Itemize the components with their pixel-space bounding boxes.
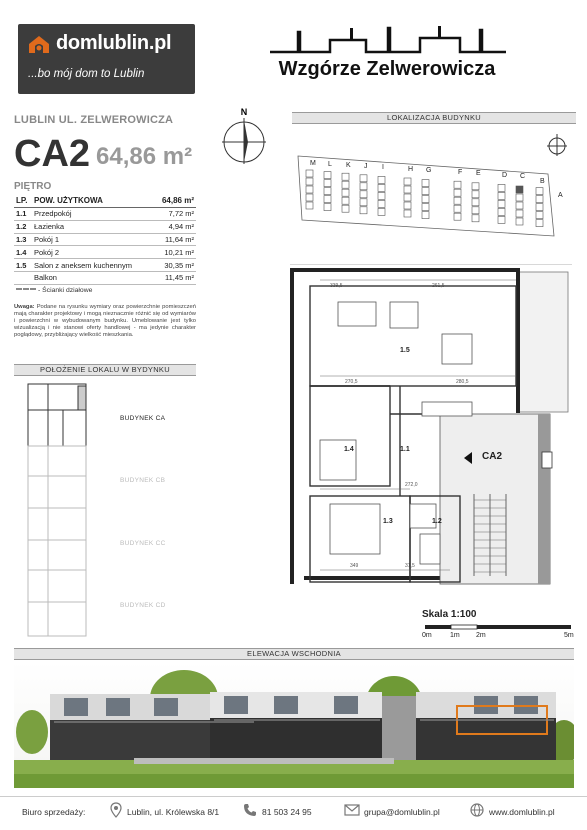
building-label-cb: BUDYNEK CB	[120, 477, 166, 484]
partition-wall-swatch	[16, 288, 36, 290]
plan-dim: 272,0	[405, 482, 418, 488]
footer-web[interactable]: www.domlublin.pl	[489, 807, 555, 817]
street-address: LUBLIN UL. ZELWEROWICZA	[14, 114, 174, 126]
elevation-rendering	[14, 662, 574, 788]
site-unit-block	[378, 192, 385, 199]
site-letter: A	[558, 192, 563, 199]
site-unit-block	[472, 191, 479, 198]
floor-label: PIĘTRO	[14, 181, 52, 192]
section-elevation-title: ELEWACJA WSCHODNIA	[14, 648, 574, 660]
note-label: Uwaga:	[14, 304, 35, 310]
site-letter: E	[476, 170, 481, 177]
site-unit-block	[360, 191, 367, 198]
legend-text: - Ścianki działowe	[38, 287, 93, 294]
room-area: 11,64 m²	[153, 233, 196, 246]
note-text: Podane na rysunku wymiary oraz powierzchnie pomieszczeń mają charakter projektowy i mogą nieznacznie różnić się od wymiarów i powierzchni w wybudowanym budynku. Umeblowanie jest tylko wizualizacją i nie stanowi oferty handlowej - ma jedynie charakter poglądowy, przybliżający wielkość mieszkania.	[14, 304, 196, 338]
unit-code: CA2	[14, 133, 91, 175]
site-unit-block	[324, 196, 331, 203]
room-no	[14, 271, 32, 284]
plan-unit-tag: CA2	[482, 451, 503, 462]
room-name: Łazienka	[32, 220, 153, 233]
plan-dim: 270,5	[345, 379, 358, 385]
rooms-table	[14, 194, 196, 285]
site-unit-block	[378, 200, 385, 207]
site-letter: B	[540, 178, 545, 185]
house-logo-icon	[27, 34, 51, 54]
site-letter: M	[310, 160, 316, 167]
table-row	[14, 271, 196, 284]
site-unit-block	[378, 176, 385, 183]
plan-dim: 280,5	[456, 379, 469, 385]
scale-label: Skala 1:100	[422, 609, 477, 620]
header-name: POW. UŻYTKOWA	[32, 194, 153, 208]
site-letter: D	[502, 172, 508, 179]
footer-phone[interactable]: 81 503 24 95	[262, 807, 312, 817]
building-position-diagram	[18, 380, 98, 640]
scale-tick: 2m	[476, 632, 486, 639]
site-letter: F	[458, 169, 463, 176]
site-unit-block	[454, 205, 461, 212]
site-letter: L	[328, 161, 332, 168]
site-unit-block	[422, 180, 429, 187]
site-unit-block	[342, 181, 349, 188]
plan-room-label: 1.4	[344, 446, 354, 453]
svg-text:N: N	[240, 107, 248, 117]
plan-room-label: 1.1	[400, 446, 410, 453]
room-name: Przedpokój	[32, 208, 153, 221]
footer-office-label: Biuro sprzedaży:	[22, 807, 86, 817]
room-area: 10,21 m²	[153, 246, 196, 259]
footer-email[interactable]: grupa@domlublin.pl	[364, 807, 440, 817]
site-unit-block	[306, 194, 313, 201]
site-unit-block	[498, 208, 505, 215]
location-pin-icon	[110, 802, 122, 818]
rooms-table-header	[14, 194, 196, 208]
room-name: Pokój 2	[32, 246, 153, 259]
room-no: 1.4	[14, 246, 32, 259]
site-unit-block	[454, 181, 461, 188]
header-no: LP.	[14, 194, 32, 208]
email-icon	[344, 804, 360, 816]
plan-room-label: 1.2	[432, 518, 442, 525]
site-unit-block	[516, 210, 523, 217]
plan-dim: 339,5	[330, 283, 343, 289]
site-unit-block	[360, 175, 367, 182]
table-row	[14, 220, 196, 233]
site-unit-block	[454, 213, 461, 220]
scale-tick: 1m	[450, 632, 460, 639]
site-unit-block	[404, 202, 411, 209]
building-label-cc: BUDYNEK CC	[120, 540, 166, 547]
plan-room-label: 1.3	[383, 518, 393, 525]
site-unit-block	[404, 194, 411, 201]
plan-dim: 31,5	[405, 563, 415, 569]
plan-room-label: 1.5	[400, 347, 410, 354]
globe-icon	[470, 803, 484, 817]
header-area: 64,86 m²	[153, 194, 196, 208]
site-unit-block	[360, 207, 367, 214]
brand-logo[interactable]	[18, 24, 195, 94]
site-unit-block	[378, 184, 385, 191]
site-unit-block	[472, 215, 479, 222]
site-unit-block	[342, 197, 349, 204]
site-unit-block	[454, 197, 461, 204]
scale-tick: 0m	[422, 632, 432, 639]
site-unit-block	[404, 210, 411, 217]
compass-icon	[218, 106, 270, 166]
site-letter: J	[364, 163, 368, 170]
phone-icon	[243, 803, 257, 817]
section-position-title: POŁOŻENIE LOKALU W BYDYNKU	[14, 364, 196, 376]
site-unit-block	[360, 199, 367, 206]
room-name: Pokój 1	[32, 233, 153, 246]
site-unit-block	[498, 184, 505, 191]
room-name: Salon z aneksem kuchennym	[32, 259, 153, 272]
table-row	[14, 259, 196, 272]
site-unit-block	[536, 204, 543, 211]
site-unit-block	[516, 194, 523, 201]
disclaimer-note	[14, 304, 196, 339]
site-unit-block	[342, 173, 349, 180]
brand-name: domlublin.pl	[56, 32, 172, 54]
site-unit-block	[454, 189, 461, 196]
site-unit-block	[324, 172, 331, 179]
site-unit-block	[306, 186, 313, 193]
plan-dim: 349	[350, 563, 359, 569]
brand-slogan: ...bo mój dom to Lublin	[28, 68, 145, 80]
site-letter: H	[408, 166, 414, 173]
site-unit-block	[404, 186, 411, 193]
site-unit-block	[536, 220, 543, 227]
site-unit-block	[472, 207, 479, 214]
site-unit-block	[536, 188, 543, 195]
room-no: 1.2	[14, 220, 32, 233]
room-no: 1.1	[14, 208, 32, 221]
site-letter: I	[382, 164, 384, 171]
site-unit-block	[404, 178, 411, 185]
site-unit-block	[342, 189, 349, 196]
table-row	[14, 233, 196, 246]
scale-tick: 5m	[564, 632, 574, 639]
scale-bar	[420, 623, 576, 633]
site-unit-block	[498, 216, 505, 223]
table-row	[14, 208, 196, 221]
project-name: Wzgórze Zelwerowicza	[278, 58, 496, 80]
section-location-title: LOKALIZACJA BUDYNKU	[292, 112, 576, 124]
site-unit-block	[516, 186, 523, 193]
unit-area: 64,86 m²	[96, 143, 193, 170]
site-letter: K	[346, 162, 351, 169]
site-unit-block	[422, 188, 429, 195]
room-area: 11,45 m²	[153, 271, 196, 284]
room-name: Balkon	[32, 271, 153, 284]
site-unit-block	[324, 180, 331, 187]
site-building-letters	[288, 156, 570, 199]
footer-address[interactable]: Lublin, ul. Królewska 8/1	[127, 807, 220, 817]
site-unit-block	[422, 204, 429, 211]
site-unit-block	[342, 205, 349, 212]
site-unit-block	[306, 202, 313, 209]
site-unit-block	[516, 202, 523, 209]
room-area: 4,94 m²	[153, 220, 196, 233]
room-area: 30,35 m²	[153, 259, 196, 272]
site-letter: G	[426, 167, 432, 174]
site-unit-block	[324, 204, 331, 211]
site-unit-block	[498, 200, 505, 207]
site-unit-block	[536, 196, 543, 203]
room-no: 1.5	[14, 259, 32, 272]
table-row	[14, 246, 196, 259]
site-unit-block	[422, 196, 429, 203]
site-unit-block	[516, 218, 523, 225]
site-unit-block	[324, 188, 331, 195]
floor-plan	[290, 264, 572, 586]
site-unit-block	[306, 170, 313, 177]
site-unit-block	[472, 183, 479, 190]
site-unit-block	[498, 192, 505, 199]
room-area: 7,72 m²	[153, 208, 196, 221]
building-label-ca: BUDYNEK CA	[120, 415, 166, 422]
site-letter: C	[520, 173, 526, 180]
project-skyline-icon	[270, 26, 506, 54]
site-unit-block	[472, 199, 479, 206]
building-label-cd: BUDYNEK CD	[120, 602, 166, 609]
room-no: 1.3	[14, 233, 32, 246]
site-unit-block	[360, 183, 367, 190]
site-unit-block	[422, 212, 429, 219]
site-unit-block	[536, 212, 543, 219]
footer-bar	[0, 796, 587, 824]
plan-dim: 261,5	[432, 283, 445, 289]
site-unit-block	[378, 208, 385, 215]
site-unit-block	[306, 178, 313, 185]
